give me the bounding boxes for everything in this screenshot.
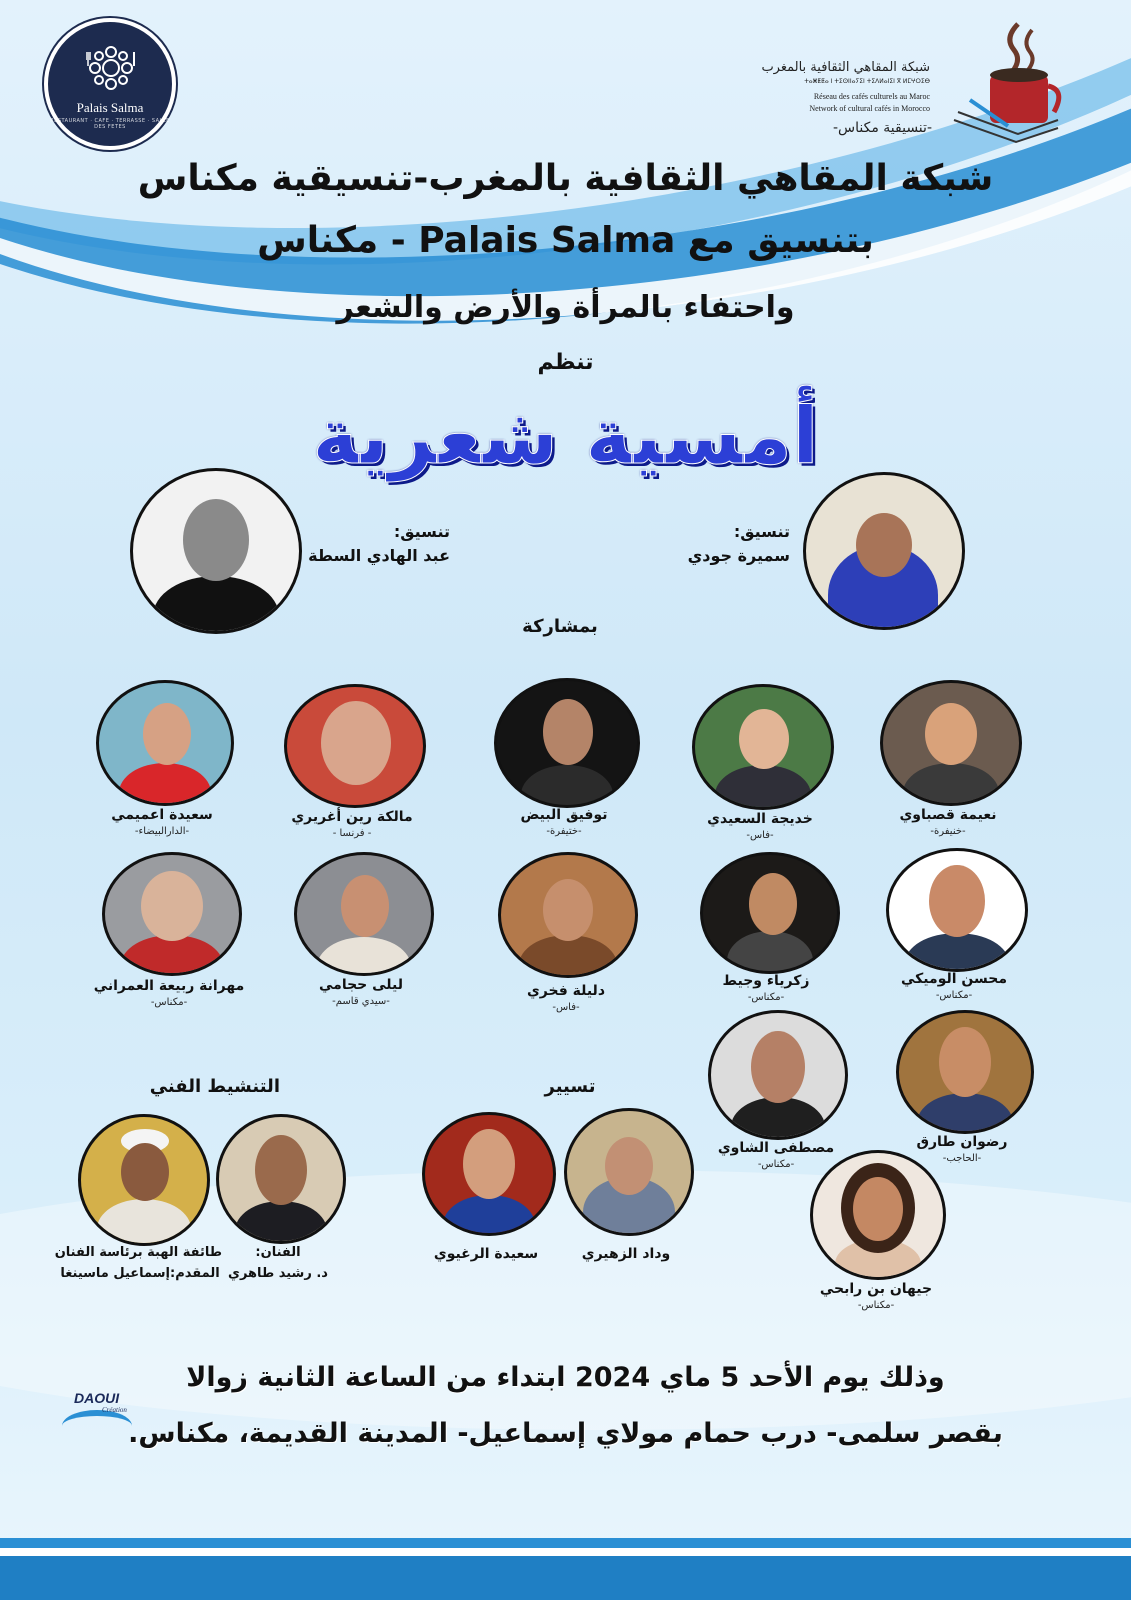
participant-city: -خنيفرة-: [930, 826, 966, 837]
main-title: أمسية شعرية: [312, 392, 819, 482]
participant-photo: [102, 852, 242, 976]
participation-label: بمشاركة: [522, 616, 598, 637]
participant-name: دليلة فخري: [526, 983, 606, 999]
participant-name: محسن الوميكي: [901, 971, 1007, 987]
participant-photo: [880, 680, 1022, 806]
participant-name: خديجة السعيدي: [707, 811, 813, 827]
participant-photo: [810, 1150, 946, 1280]
artist-line-2: المقدم:إسماعيل ماسينغا: [60, 1266, 220, 1281]
credit-sub: Création: [102, 1406, 127, 1414]
artist-line-2: د. رشيد طاهري: [228, 1266, 328, 1281]
participant-city: -مكناس-: [935, 990, 973, 1001]
participant-photo: [96, 680, 234, 806]
coordinator-1-label: تنسيق:: [733, 522, 790, 541]
palais-salma-logo: [44, 18, 176, 150]
network-name-tifinagh: ⵜⴰⵥⵟⵟⴰ ⵏ ⵜⵉⵙⵏⵏⴰⵢⵉⵏ ⵜⵉⴷⵍⴰⵏⵉⵏ ⴳ ⵍⵎⵖⵔⵉⴱ: [804, 78, 930, 85]
title-line-3: واحتفاء بالمرأة والأرض والشعر: [336, 290, 795, 325]
participant-photo: [498, 852, 638, 978]
coordinator-photo-2: [130, 468, 302, 634]
participant-name: جيهان بن رابحي: [819, 1281, 933, 1297]
moderator-photo: [422, 1112, 556, 1236]
designer-credit-logo: [62, 1390, 142, 1440]
participant-photo: [700, 852, 840, 974]
participant-city: -ختيفرة-: [546, 826, 582, 837]
participant-city: -سيدي قاسم-: [332, 996, 390, 1007]
participant-name: زكرياء وجيط: [722, 973, 810, 989]
event-date-time: وذلك يوم الأحد 5 ماي 2024 ابتداء من الساعة الثانية زوالا: [186, 1362, 945, 1393]
participant-photo: [708, 1010, 848, 1140]
moderator-name: وداد الزهيري: [581, 1246, 671, 1262]
participant-photo: [886, 848, 1028, 972]
participant-city: -الحاجب-: [942, 1153, 982, 1164]
participant-city: -فاس-: [746, 830, 774, 841]
participant-city: -مكناس-: [757, 1159, 795, 1170]
event-location: بقصر سلمى- درب حمام مولاي إسماعيل- المدينة القديمة، مكناس.: [128, 1418, 1003, 1449]
title-line-1: شبكة المقاهي الثقافية بالمغرب-تنسيقية مكناس: [137, 158, 994, 199]
artist-photo: [78, 1114, 210, 1246]
participant-name: رضوان طارق: [916, 1134, 1008, 1150]
participant-photo: [896, 1010, 1034, 1134]
network-branch: -تنسيقية مكناس-: [832, 120, 932, 136]
coordinator-2-label: تنسيق:: [393, 522, 450, 541]
artist-line-1: الفنان:: [255, 1245, 301, 1260]
participant-name: مصطفى الشاوي: [717, 1140, 835, 1156]
participant-name: مالكة رين أغريري: [291, 809, 413, 825]
participant-city: -فاس-: [552, 1002, 580, 1013]
artistic-label: التنشيط الفني: [149, 1076, 280, 1097]
participant-name: ليلى حجامي: [319, 977, 403, 993]
artist-photo: [216, 1114, 346, 1244]
coordinator-2-name: عبد الهادي السطة: [308, 546, 450, 565]
participant-photo: [494, 678, 640, 808]
coordinator-photo-1: [803, 472, 965, 630]
moderator-photo: [564, 1108, 694, 1236]
participant-photo: [284, 684, 426, 808]
network-name-fr: Réseau des cafés culturels au Maroc: [813, 92, 930, 101]
participant-photo: [294, 852, 434, 976]
participant-city: -مكناس-: [747, 992, 785, 1003]
coordinator-1-name: سميرة جودي: [687, 546, 790, 565]
participant-city: -مكناس-: [150, 997, 188, 1008]
participant-name: مهرانة ربيعة العمراني: [93, 978, 245, 994]
participant-name: سعيدة اعميمي: [111, 807, 213, 823]
network-name-en: Network of cultural cafés in Morocco: [809, 104, 930, 113]
logo-brand-text: Palais Salma: [76, 100, 144, 115]
participant-city: -مكناس-: [857, 1300, 895, 1311]
moderation-label: تسيير: [544, 1076, 596, 1097]
artist-line-1: طائفة الهبة برئاسة الفنان: [54, 1245, 222, 1260]
participant-name: توفيق البيض: [520, 807, 608, 823]
network-logo: [761, 20, 1070, 145]
credit-name: DAOUI: [74, 1390, 120, 1406]
participant-city: -الدارالبيضاء-: [134, 826, 190, 837]
title-line-2: بتنسيق مع Palais Salma - مكناس: [257, 220, 874, 261]
participant-photo: [692, 684, 834, 810]
logo-sub-text: RESTAURANT · CAFE · TERRASSE · SALLE DES FETES: [50, 118, 170, 130]
coffee-cup-icon: [940, 20, 1070, 145]
network-name-ar: شبكة المقاهي الثقافية بالمغرب: [761, 60, 930, 75]
participant-name: نعيمة قصباوي: [899, 807, 997, 823]
title-line-4: تنظم: [537, 350, 594, 375]
participant-city: - فرنسا -: [332, 828, 372, 839]
moderator-name: سعيدة الرغيوي: [433, 1246, 539, 1262]
ornament-icon: [86, 42, 136, 94]
